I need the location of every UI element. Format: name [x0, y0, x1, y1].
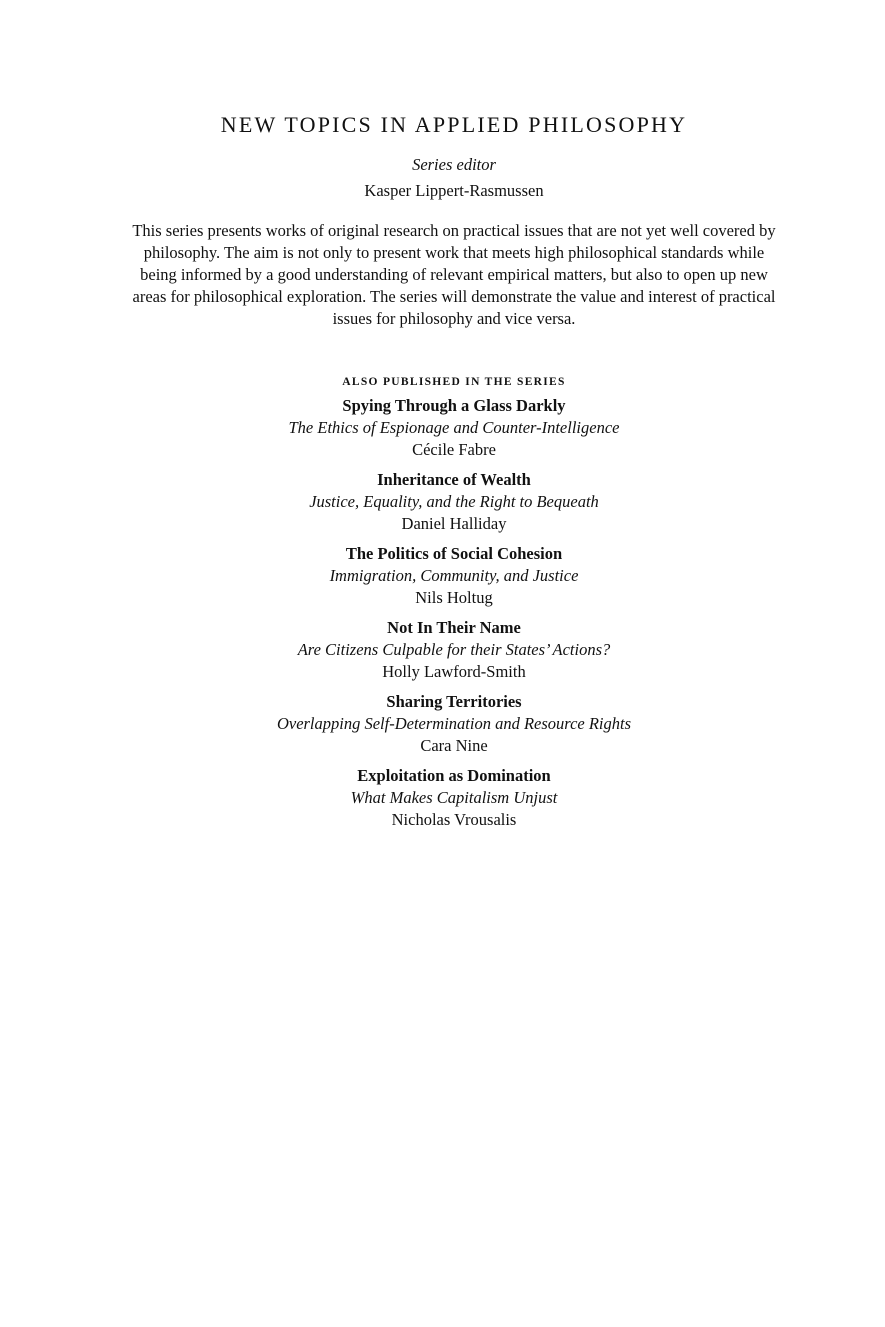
book-title: Not In Their Name	[387, 618, 521, 637]
book-entry	[0, 691, 885, 757]
book-author: Nils Holtug	[415, 588, 493, 607]
book-title: Spying Through a Glass Darkly	[342, 396, 566, 415]
book-subtitle: What Makes Capitalism Unjust	[350, 788, 558, 807]
book-entry	[0, 543, 885, 609]
book-title: The Politics of Social Cohesion	[345, 544, 563, 563]
book-author: Cécile Fabre	[412, 440, 496, 459]
series-description: This series presents works of original research on practical issues that are not yet well covered by philosophy. The aim is not only to present work that meets high philosophical standards while being informed by a good understanding of relevant empirical matters, but also to open up new areas for philosophical exploration. The series will demonstrate the value and interest of practical issues for philosophy and vice versa.	[132, 221, 776, 328]
book-title: Inheritance of Wealth	[377, 470, 531, 489]
book-subtitle: The Ethics of Espionage and Counter-Intelligence	[288, 418, 620, 437]
book-title: Exploitation as Domination	[357, 766, 551, 785]
book-entry	[0, 765, 885, 831]
book-subtitle: Justice, Equality, and the Right to Bequeath	[309, 492, 599, 511]
book-title: Sharing Territories	[386, 692, 522, 711]
book-author: Cara Nine	[420, 736, 488, 755]
series-editor-label: Series editor	[412, 155, 496, 174]
book-subtitle: Immigration, Community, and Justice	[329, 566, 579, 585]
series-editor-name: Kasper Lippert-Rasmussen	[364, 181, 544, 200]
book-subtitle: Are Citizens Culpable for their States’ Actions?	[297, 640, 611, 659]
book-subtitle: Overlapping Self-Determination and Resource Rights	[276, 714, 632, 733]
book-entry	[0, 617, 885, 683]
book-author: Nicholas Vrousalis	[391, 810, 517, 829]
book-author: Daniel Halliday	[401, 514, 507, 533]
book-entry	[0, 395, 885, 461]
book-entry	[0, 469, 885, 535]
book-author: Holly Lawford-Smith	[382, 662, 526, 681]
also-published-heading: ALSO PUBLISHED IN THE SERIES	[342, 376, 566, 388]
series-title: NEW TOPICS IN APPLIED PHILOSOPHY	[220, 112, 688, 137]
book-list	[0, 395, 885, 839]
